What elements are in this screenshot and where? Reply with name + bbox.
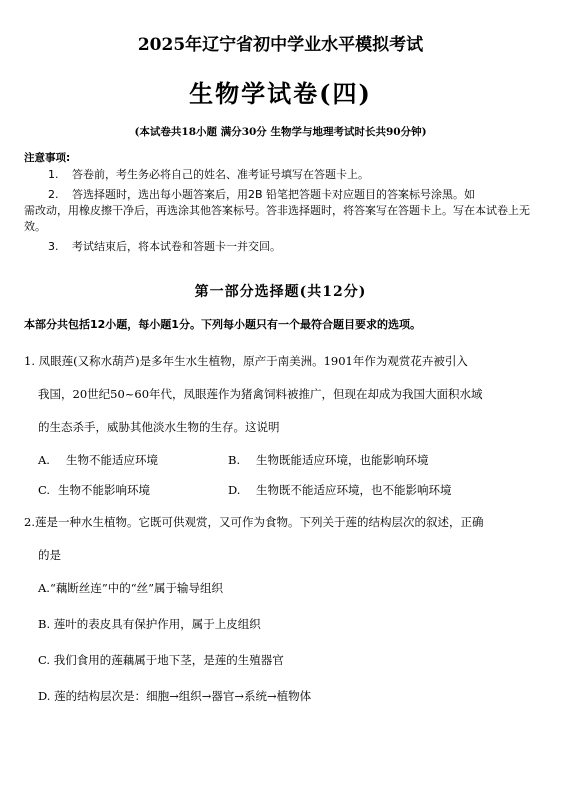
note-number: 3. — [48, 240, 59, 253]
option-b: B. 莲叶的表皮具有保护作用，属于上皮组织 — [38, 617, 261, 631]
option-c: C. 生物不能影响环境 — [38, 483, 150, 497]
note-number: 2. — [48, 188, 59, 201]
paper-title: 生物学试卷(四) — [189, 79, 372, 108]
option-d: D. 生物既不能适应环境，也不能影响环境 — [228, 483, 452, 497]
note-number: 1. — [48, 168, 59, 181]
option-b: B. 生物既能适应环境，也能影响环境 — [228, 453, 429, 467]
exam-info: (本试卷共18小题 满分30分 生物学与地理考试时长共90分钟) — [134, 126, 427, 138]
notes-block — [24, 150, 534, 259]
note-text-rest: 需改动，用橡皮擦干净后，再选涂其他答案标号。答非选择题时，将答案写在答题卡上。写在本试卷上无效。 — [24, 204, 530, 233]
option-a: A. 生物不能适应环境 — [38, 453, 158, 467]
exam-title: 2025年辽宁省初中学业水平模拟考试 — [137, 35, 424, 55]
note-item-2 — [24, 187, 534, 235]
option-row — [24, 450, 534, 480]
note-text: 考试结束后，将本试卷和答题卡一并交回。 — [72, 240, 281, 253]
option-c: C. 我们食用的莲藕属于地下茎，是莲的生殖器官 — [38, 653, 284, 667]
question-stem-line: 的是 — [38, 548, 61, 562]
question-stem-line: 的生态杀手，威胁其他淡水生物的生存。这说明 — [38, 420, 280, 434]
question-2 — [24, 512, 534, 722]
note-item-3 — [24, 239, 534, 255]
section-description: 本部分共包括12小题，每小题1分。下列每小题只有一个最符合题目要求的选项。 — [24, 318, 421, 331]
note-text: 答卷前，考生务必将自己的姓名、准考证号填写在答题卡上。 — [72, 168, 369, 181]
question-stem-line: 2.莲是一种水生植物。它既可供观赏，又可作为食物。下列关于莲的结构层次的叙述，正确 — [24, 515, 484, 529]
option-row — [24, 480, 534, 510]
note-text-first: 答选择题时，选出每小题答案后，用2B 铅笔把答题卡对应题目的答案标号涂黑。如 — [72, 188, 476, 201]
note-item-1 — [24, 167, 534, 183]
question-stem-line: 1. 凤眼莲(又称水葫芦)是多年生水生植物，原产于南美洲。1901年作为观赏花卉被引入 — [24, 354, 468, 368]
section-title: 第一部分选择题(共12分) — [194, 284, 367, 300]
question-1 — [24, 351, 534, 510]
option-d: D. 莲的结构层次是：细胞→组织→器官→系统→植物体 — [38, 689, 312, 703]
notes-heading: 注意事项: — [24, 152, 71, 164]
question-stem-line: 我国，20世纪50~60年代，凤眼莲作为猪禽饲料被推广，但现在却成为我国大面积水域 — [38, 387, 483, 401]
option-a: A.“藕断丝连”中的“丝”属于输导组织 — [38, 581, 223, 595]
